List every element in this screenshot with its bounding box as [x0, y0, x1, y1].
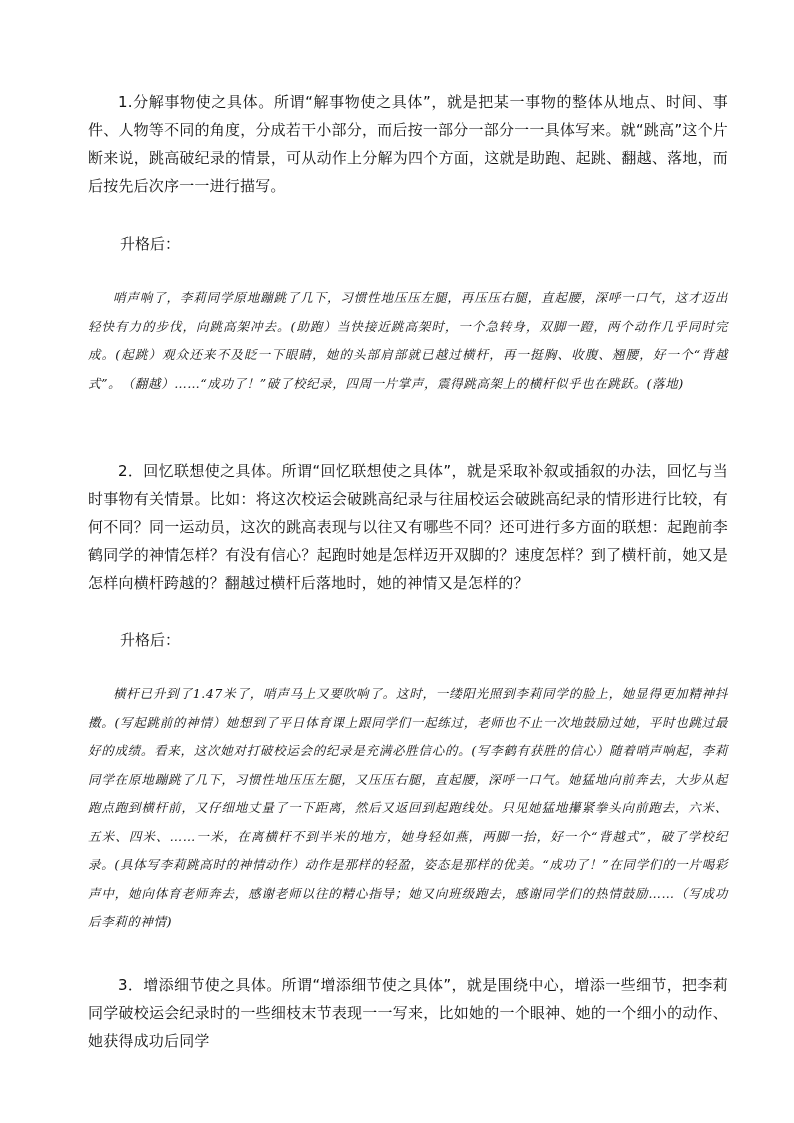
section-1-example: 哨声响了，李莉同学原地蹦跳了几下，习惯性地压压左腿，再压压右腿，直起腰，深呼一口气，这才迈出轻快有力的步伐，向跳高架冲去。(助跑）当快接近跳高架时，一个急转身，双脚一蹬，两个动作几乎同时完成。(起跳）观众还来不及眨一下眼睛，她的头部肩部就已越过横杆，再一挺胸、收腹、翘腰，好一个“背越式”。 （翻越）……“成功了！”破了校纪录，四周一片掌声，震得跳高架上的横杆似乎也在跳跃。(落地) — [88, 290, 728, 391]
section-2-example: 横杆已升到了1.47米了，哨声马上又要吹响了。这时，一缕阳光照到李莉同学的脸上，她显得更加精神抖擞。(写起跳前的神情）她想到了平日体育课上跟同学们一起练过，老师也不止一次地鼓励过她，平时也跳过最好的成绩。看来，这次她对打破校运会的纪录是充满必胜信心的。(写李鹤有获胜的信心）随着哨声响起，李莉同学在原地蹦跳了几下，习惯性地压压左腿，又压压右腿，直起腰，深呼一口气。她猛地向前奔去，大步从起跑点跑到横杆前，又仔细地丈量了一下距离，然后又返回到起跑线处。只见她猛地攥紧拳头向前跑去，六米、五米、四米、……一米，在离横杆不到半米的地方，她身轻如燕，两脚一抬，好一个“背越式”，破了学校纪录。(具体写李莉跳高时的神情动作）动作是那样的轻盈，姿态是那样的优美。“成功了！”在同学们的一片喝彩声中，她向体育老师奔去，感谢老师以往的精心指导；她又向班级跑去，感谢同学们的热情鼓励……（写成功后李莉的神情) — [88, 686, 728, 929]
section-2-intro: 2．回忆联想使之具体。所谓“回忆联想使之具体”，就是采取补叙或插叙的办法，回忆与当时事物有关情景。比如：将这次校运会破跳高纪录与往届校运会破跳高纪录的情形进行比较，有何不同？同一运动员，这次的跳高表现与以往又有哪些不同？还可进行多方面的联想：起跑前李鹤同学的神情怎样？有没有信心？起跑时她是怎样迈开双脚的？速度怎样？到了横杆前，她又是怎样向横杆跨越的？翻越过横杆后落地时，她的神情又是怎样的？ — [88, 462, 728, 592]
section-3-intro: 3．增添细节使之具体。所谓“增添细节使之具体”，就是围绕中心，增添一些细节，把李莉同学破校运会纪录时的一些细枝末节表现一一写来，比如她的一个眼神、她的一个细小的动作、她获得成功后同学 — [88, 976, 728, 1050]
section-1-intro: 1.分解事物使之具体。所谓“解事物使之具体”，就是把某一事物的整体从地点、时间、事件、人物等不同的角度，分成若干小部分，而后按一部分一部分一一具体写来。就“跳高”这个片断来说，跳高破纪录的情景，可从动作上分解为四个方面，这就是助跑、起跳、翻越、落地，而后按先后次序一一进行描写。 — [88, 93, 728, 195]
section-1-upgrade-label: 升格后： — [120, 235, 181, 253]
section-2-upgrade-label: 升格后： — [120, 631, 181, 649]
